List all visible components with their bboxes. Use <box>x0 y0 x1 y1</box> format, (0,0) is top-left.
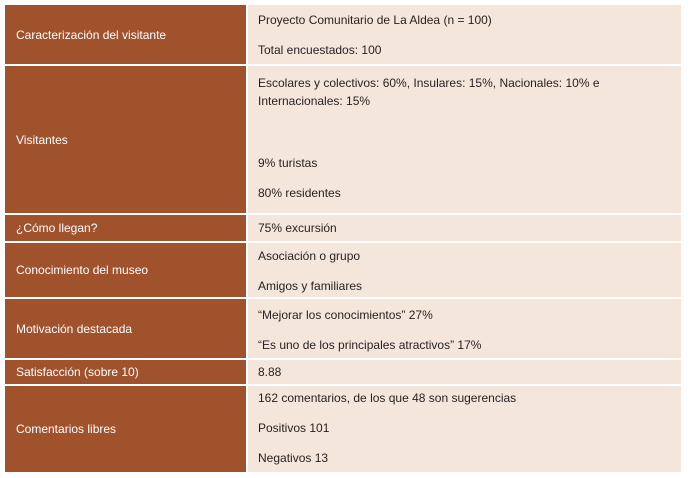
row-values <box>248 299 681 358</box>
table-row <box>5 360 681 386</box>
row-values <box>248 243 681 297</box>
row-value: 75% excursión <box>258 221 337 235</box>
table-row <box>5 243 681 299</box>
row-value: 9% turistas <box>258 156 318 170</box>
row-values <box>248 215 681 241</box>
row-label: Satisfacción (sobre 10) <box>5 360 248 384</box>
row-label: Caracterización del visitante <box>5 5 248 64</box>
row-value: Escolares y colectivos: 60%, Insulares: 15%, Nacionales: 10% e Internacionales: 15% <box>258 76 600 108</box>
row-label: Comentarios libres <box>5 386 248 472</box>
row-label: Visitantes <box>5 66 248 213</box>
visitor-table <box>5 5 681 472</box>
row-value: “Es uno de los principales atractivos” 17% <box>258 338 482 352</box>
table-row <box>5 299 681 360</box>
table-row <box>5 386 681 472</box>
row-value: “Mejorar los conocimientos” 27% <box>258 308 433 322</box>
row-value: Negativos 13 <box>258 451 329 465</box>
row-value: Proyecto Comunitario de La Aldea (n = 100) <box>258 13 492 27</box>
table-row <box>5 215 681 243</box>
row-values <box>248 386 681 472</box>
row-label: ¿Cómo llegan? <box>5 215 248 241</box>
row-value: 80% residentes <box>258 186 341 200</box>
row-value: Positivos 101 <box>258 421 330 435</box>
row-values <box>248 360 681 384</box>
table-row <box>5 5 681 66</box>
row-value: 8.88 <box>258 365 282 379</box>
row-label: Conocimiento del museo <box>5 243 248 297</box>
row-values <box>248 66 681 213</box>
row-label: Motivación destacada <box>5 299 248 358</box>
row-value: Total encuestados: 100 <box>258 43 382 57</box>
row-value: Asociación o grupo <box>258 249 361 263</box>
row-value: 162 comentarios, de los que 48 son sugerencias <box>258 391 517 405</box>
row-values <box>248 5 681 64</box>
table-row <box>5 66 681 215</box>
row-value: Amigos y familiares <box>258 279 363 293</box>
